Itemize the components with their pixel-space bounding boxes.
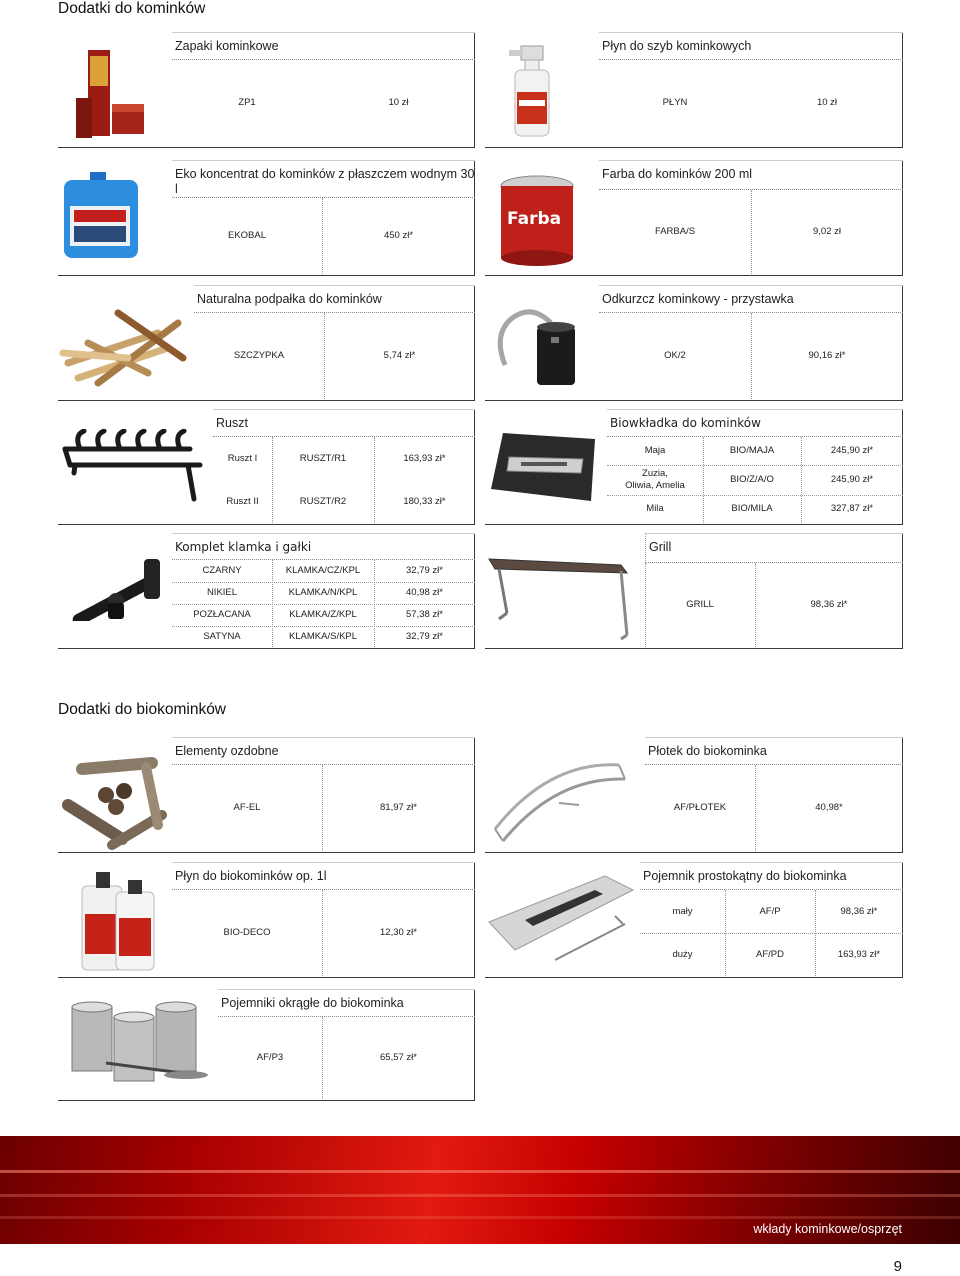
product-image-door-handle — [64, 555, 170, 621]
ruszt-row-2-price: 180,33 zł* — [403, 495, 446, 507]
product-title: Elementy ozdobne — [172, 737, 475, 765]
pojemnik-row-2-price: 163,93 zł* — [837, 948, 881, 960]
product-price: 450 zł* — [383, 230, 414, 241]
card-podpalka — [58, 285, 475, 401]
card-plyn-szyb — [485, 32, 903, 148]
ruszt-row-2-name: Ruszt II — [226, 495, 259, 507]
product-price: 98,36 zł* — [810, 599, 848, 610]
product-code: SZCZYPKA — [233, 350, 285, 361]
pojemnik-row-2-code: AF/PD — [756, 948, 784, 960]
card-biowkladka — [485, 409, 903, 525]
footer-caption: wkłady kominkowe/osprzęt — [753, 1222, 902, 1236]
pojemnik-row-2-name: duży — [672, 948, 693, 960]
biowkladka-row-1-name: Maja — [644, 445, 666, 456]
klamka-row-2-price: 40,98 zł* — [406, 587, 443, 598]
page-number: 9 — [893, 1258, 902, 1275]
product-image-grill — [485, 549, 635, 645]
pojemnik-row-1-price: 98,36 zł* — [840, 905, 878, 917]
product-code: FARBA/S — [654, 226, 696, 237]
product-title: Pojemniki okrągłe do biokominka — [218, 989, 475, 1017]
product-price: 90,16 zł* — [808, 350, 846, 361]
biowkladka-row-2-name: Zuzia, Oliwia, Amelia — [625, 468, 685, 491]
biowkladka-row-3-name: Mila — [646, 503, 664, 514]
product-image-kindling — [58, 303, 190, 391]
section-title-kominki: Dodatki do kominków — [58, 0, 206, 17]
product-price: 40,98* — [815, 802, 843, 813]
product-title: Odkurzcz kominkowy - przystawka — [599, 285, 903, 313]
footer-banner — [0, 1136, 960, 1244]
product-title: Eko koncentrat do kominków z płaszczem wodnym 30 l — [172, 160, 475, 198]
product-title: Biowkładka do kominków — [607, 409, 903, 437]
product-title: Farba do kominków 200 ml — [599, 160, 903, 190]
card-ekobal — [58, 160, 475, 276]
product-title: Pojemnik prostokątny do biokominka — [640, 862, 903, 890]
card-farba — [485, 160, 903, 276]
product-code: AF/PŁOTEK — [673, 802, 727, 813]
product-price: 5,74 zł* — [383, 350, 416, 361]
product-image-rect-container — [485, 870, 635, 970]
product-code: PŁYN — [662, 97, 688, 108]
biowkladka-row-2-price: 245,90 zł* — [830, 474, 874, 485]
product-image-bio-fluid — [76, 866, 162, 974]
footer-streak — [0, 1170, 960, 1173]
product-image-decorative-logs — [62, 755, 168, 851]
product-title: Płyn do biokominków op. 1l — [172, 862, 475, 890]
product-image-spray-bottle — [503, 42, 573, 142]
product-image-grate — [60, 429, 210, 505]
product-image-fence — [489, 751, 629, 847]
ruszt-row-1-name: Ruszt I — [227, 452, 258, 464]
card-grill — [485, 533, 903, 649]
card-plotek — [485, 737, 903, 853]
klamka-row-4-name: SATYNA — [203, 630, 241, 642]
section-title-biokominki: Dodatki do biokominków — [58, 701, 227, 718]
card-pojemniki-okragle — [58, 989, 475, 1101]
klamka-row-3-name: POZŁACANA — [193, 609, 251, 620]
product-title: Grill — [645, 533, 903, 563]
klamka-row-3-price: 57,38 zł* — [406, 609, 443, 620]
klamka-row-2-code: KLAMKA/N/KPL — [288, 587, 358, 598]
product-title: Ruszt — [213, 409, 475, 437]
card-plyn-bio — [58, 862, 475, 978]
product-code: AF-EL — [233, 802, 261, 813]
product-title: Płotek do biokominka — [645, 737, 903, 765]
product-title: Komplet klamka i gałki — [172, 533, 475, 560]
card-elementy — [58, 737, 475, 853]
product-image-paint-can — [497, 172, 577, 268]
product-image-round-containers — [66, 999, 214, 1089]
klamka-row-1-name: CZARNY — [202, 565, 242, 576]
product-image-vacuum — [491, 295, 591, 391]
product-image-bio-insert — [487, 429, 599, 505]
can-label: Farba — [507, 209, 562, 229]
product-code: OK/2 — [664, 350, 686, 361]
ruszt-row-2-code: RUSZT/R2 — [299, 495, 347, 507]
klamka-row-1-code: KLAMKA/CZ/KPL — [285, 565, 361, 576]
product-price: 9,02 zł — [813, 226, 841, 237]
product-code: ZP1 — [238, 97, 256, 108]
card-ruszt — [58, 409, 475, 525]
product-code: EKOBAL — [227, 230, 267, 241]
ruszt-row-1-code: RUSZT/R1 — [299, 452, 347, 464]
card-klamka — [58, 533, 475, 649]
pojemnik-row-1-name: mały — [672, 905, 693, 917]
biowkladka-row-1-price: 245,90 zł* — [830, 445, 874, 456]
product-title: Zapaki kominkowe — [172, 32, 475, 60]
product-image-zapaki — [72, 46, 162, 142]
klamka-row-1-price: 32,79 zł* — [406, 565, 443, 576]
klamka-row-4-price: 32,79 zł* — [406, 630, 443, 642]
product-code: AF/P3 — [256, 1052, 284, 1063]
footer-streak — [0, 1194, 960, 1197]
product-code: GRILL — [686, 599, 714, 610]
klamka-row-3-code: KLAMKA/Z/KPL — [289, 609, 357, 620]
pojemnik-row-1-code: AF/P — [759, 905, 781, 917]
product-price: 10 zł — [816, 97, 838, 108]
footer-streak — [0, 1216, 960, 1219]
klamka-row-4-code: KLAMKA/S/KPL — [288, 630, 358, 642]
klamka-row-2-name: NIKIEL — [206, 587, 238, 598]
product-image-canister — [60, 172, 142, 260]
product-price: 81,97 zł* — [380, 802, 417, 813]
biowkladka-row-1-code: BIO/MAJA — [729, 445, 775, 456]
product-title: Płyn do szyb kominkowych — [599, 32, 903, 60]
card-pojemnik-prost — [485, 862, 903, 978]
product-price: 12,30 zł* — [380, 927, 417, 938]
product-title: Naturalna podpałka do kominków — [194, 285, 475, 313]
biowkladka-row-2-code: BIO/Z/A/O — [730, 474, 774, 485]
card-odkurzacz — [485, 285, 903, 401]
biowkladka-row-3-code: BIO/MILA — [731, 503, 773, 514]
ruszt-row-1-price: 163,93 zł* — [403, 452, 446, 464]
product-code: BIO-DECO — [223, 927, 271, 938]
card-zapaki — [58, 32, 475, 148]
biowkladka-row-3-price: 327,87 zł* — [830, 503, 874, 514]
product-price: 65,57 zł* — [380, 1052, 417, 1063]
product-price: 10 zł — [388, 97, 409, 108]
